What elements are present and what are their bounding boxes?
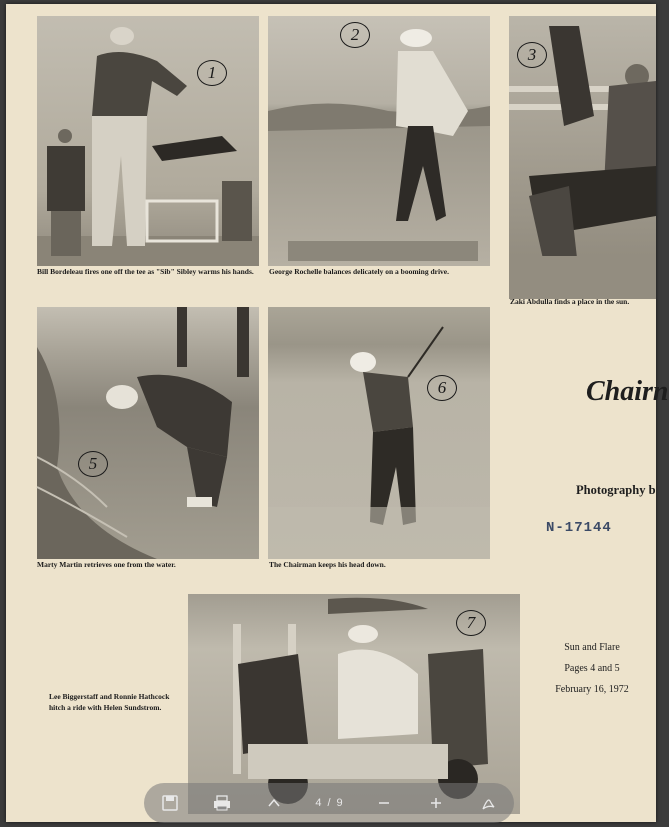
golfer-figure-2 [268, 16, 490, 266]
page-separator: / [327, 797, 331, 809]
caption: Bill Bordeleau fires one off the tee as "Sib" Sibley warms his hands. [37, 267, 254, 276]
photo-drive [268, 16, 490, 266]
newspaper-page [6, 4, 669, 822]
section-name: Sun and Flare [564, 642, 620, 653]
annotation-number: 5 [78, 451, 108, 477]
pages-label: Pages 4 and 5 [564, 663, 620, 674]
current-page[interactable]: 4 [315, 797, 322, 809]
golfer-figure-4 [37, 307, 259, 559]
previous-page-icon[interactable] [263, 792, 285, 814]
photo-tee-shot [37, 16, 259, 266]
photography-credit: Photography b [576, 483, 656, 497]
acrobat-icon[interactable] [477, 792, 499, 814]
print-icon[interactable] [211, 792, 233, 814]
annotation-number: 1 [197, 60, 227, 86]
article-title: Chairn [586, 376, 669, 407]
caption: Marty Martin retrieves one from the water. [37, 560, 176, 569]
zoom-in-icon[interactable] [425, 792, 447, 814]
caption: Zaki Abdulla finds a place in the sun. [510, 297, 630, 306]
golfer-figure-1 [37, 16, 259, 266]
caption: Lee Biggerstaff and Ronnie Hathcock [49, 692, 170, 701]
archive-stamp: N-17144 [546, 520, 612, 536]
caption: hitch a ride with Helen Sundstrom. [49, 703, 162, 712]
annotation-number: 6 [427, 375, 457, 401]
caption: George Rochelle balances delicately on a booming drive. [269, 267, 449, 276]
viewer-toolbar [144, 783, 514, 823]
annotation-number: 3 [517, 42, 547, 68]
golfer-figure-5 [268, 307, 490, 559]
page-indicator [315, 797, 342, 809]
save-icon[interactable] [159, 792, 181, 814]
zoom-out-icon[interactable] [373, 792, 395, 814]
caption: The Chairman keeps his head down. [269, 560, 386, 569]
annotation-number: 7 [456, 610, 486, 636]
date-label: February 16, 1972 [555, 684, 629, 695]
photo-chairman-swing [268, 307, 490, 559]
annotation-number: 2 [340, 22, 370, 48]
photo-water-retrieve [37, 307, 259, 559]
total-pages: 9 [336, 797, 343, 809]
